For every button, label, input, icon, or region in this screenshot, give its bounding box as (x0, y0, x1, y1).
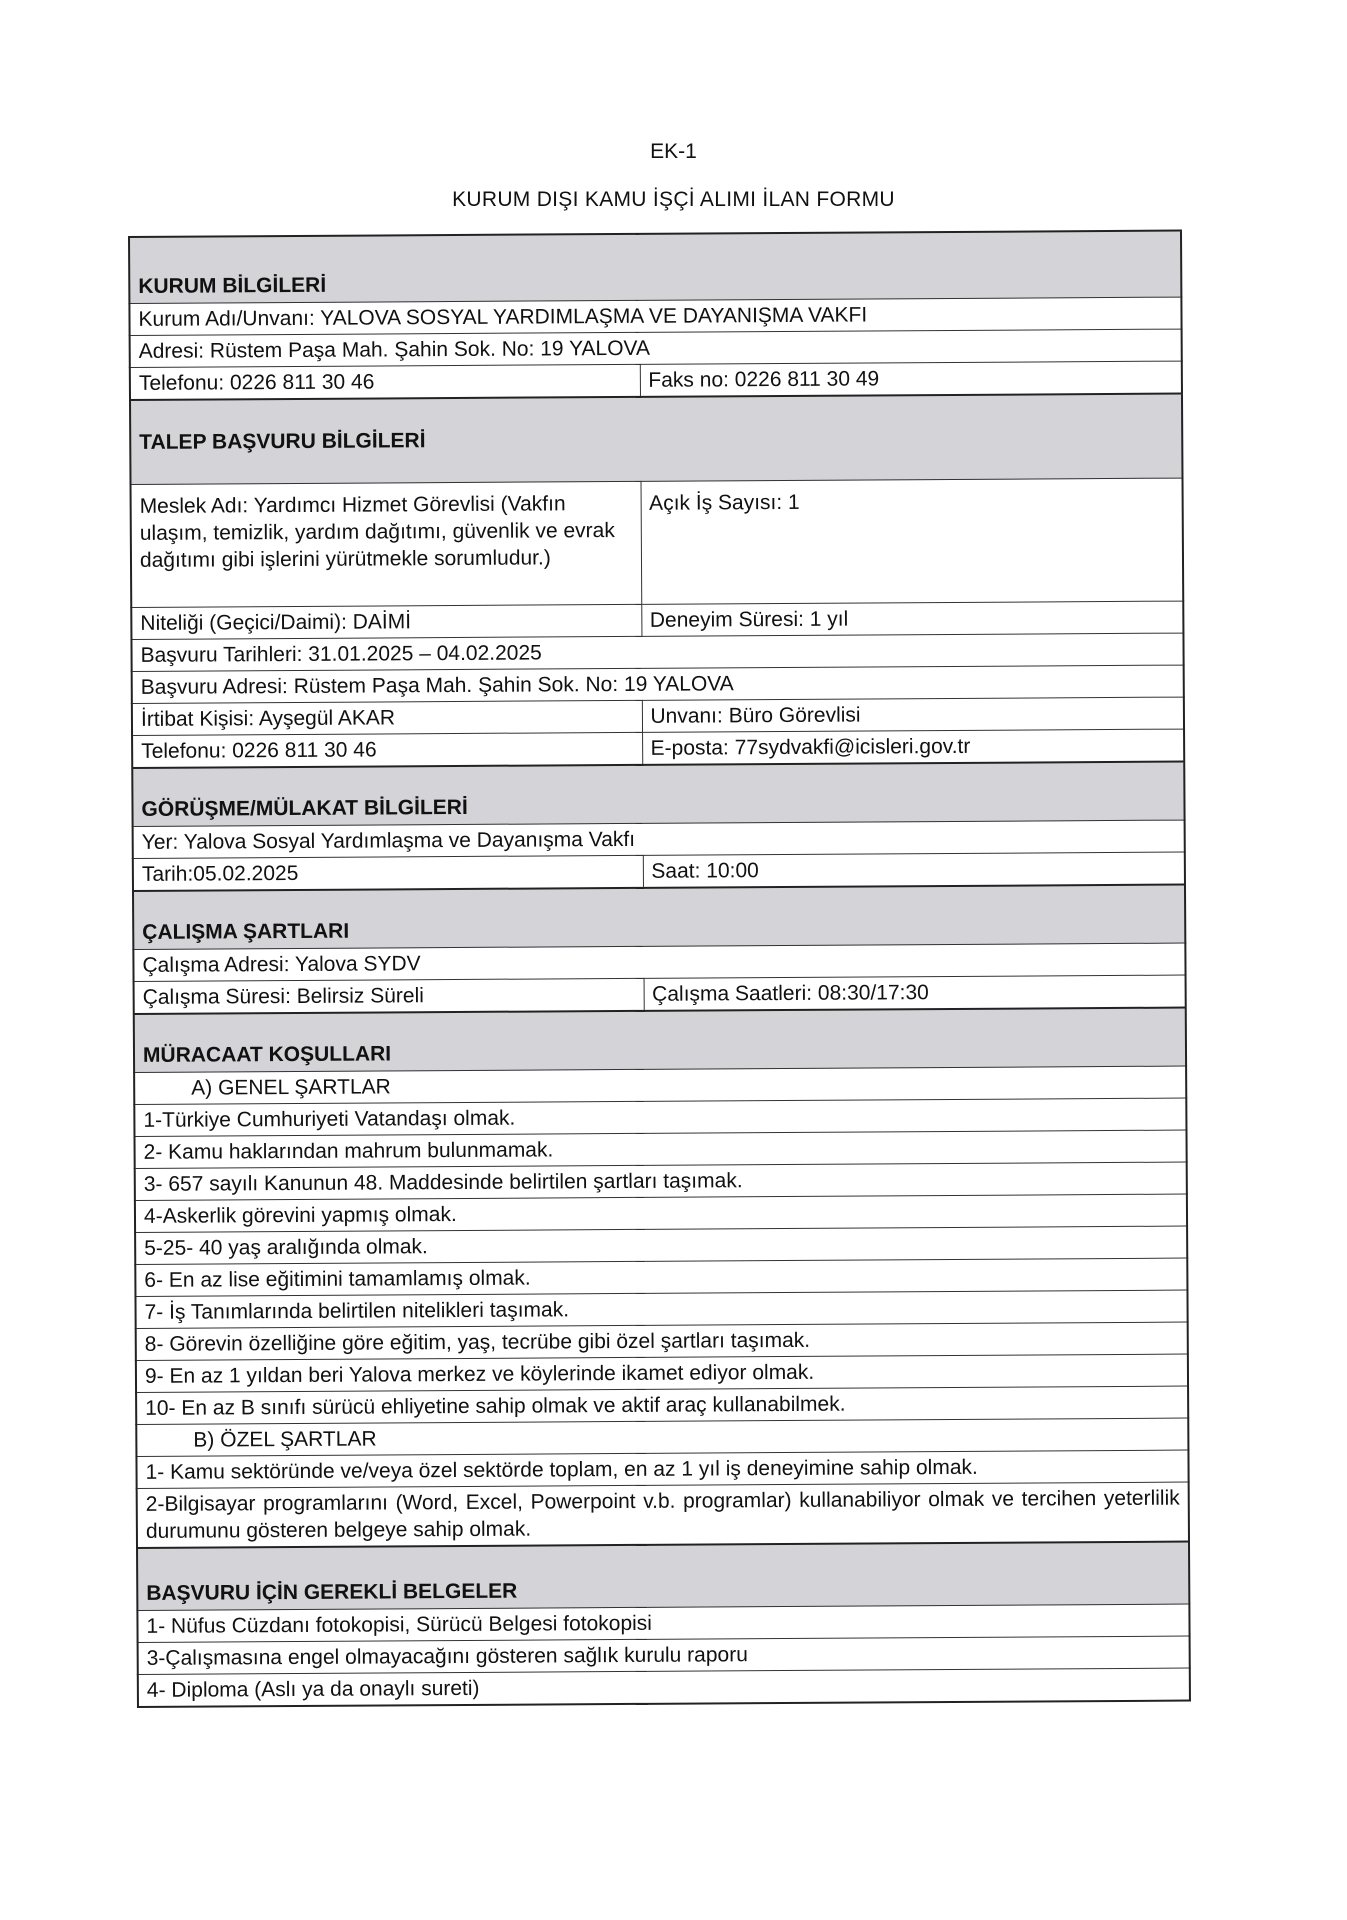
genel-sart-item: 5-25- 40 yaş aralığında olmak. (135, 1226, 1187, 1264)
announcement-form (128, 230, 1191, 1708)
section-belgeler-title: BAŞVURU İÇİN GEREKLİ BELGELER (146, 1579, 518, 1605)
gorusme-saat: Saat: 10:00 (643, 852, 1185, 888)
calisma-saatler: Çalışma Saatleri: 08:30/17:30 (644, 975, 1186, 1011)
kurum-address: Adresi: Rüstem Paşa Mah. Şahin Sok. No: 19 YALOVA (130, 329, 1182, 367)
section-gorusme-header (132, 762, 1184, 827)
section-talep-title: TALEP BAŞVURU BİLGİLERİ (139, 428, 426, 454)
talep-unvan: Unvanı: Büro Görevlisi (642, 697, 1184, 732)
ozel-sartlar-title: B) ÖZEL ŞARTLAR (136, 1418, 1188, 1456)
genel-sart-item: 4-Askerlik görevini yapmış olmak. (135, 1194, 1187, 1232)
ozel-sart-item: 1- Kamu sektöründe ve/veya özel sektörde toplam, en az 1 yıl iş deneyimine sahip olmak. (136, 1450, 1188, 1488)
talep-eposta: E-posta: 77sydvakfi@icisleri.gov.tr (642, 729, 1184, 765)
talep-adres: Başvuru Adresi: Rüstem Paşa Mah. Şahin Sok. No: 19 YALOVA (132, 665, 1184, 703)
calisma-adres: Çalışma Adresi: Yalova SYDV (133, 943, 1185, 981)
talep-irtibat: İrtibat Kişisi: Ayşegül AKAR (132, 700, 642, 735)
section-gorusme-title: GÖRÜŞME/MÜLAKAT BİLGİLERİ (141, 795, 468, 821)
kurum-phone: Telefonu: 0226 811 30 46 (130, 364, 640, 400)
talep-nitelik: Niteliği (Geçici/Daimi): DAİMİ (131, 604, 641, 639)
genel-sartlar-title: A) GENEL ŞARTLAR (134, 1066, 1186, 1104)
belge-item: 3-Çalışmasına engel olmayacağını gösteren sağlık kurulu raporu (138, 1636, 1190, 1674)
section-muracaat-title: MÜRACAAT KOŞULLARI (142, 1042, 392, 1067)
talep-acik-is: Açık İş Sayısı: 1 (641, 478, 1184, 604)
belge-item: 1- Nüfus Cüzdanı fotokopisi, Sürücü Belgesi fotokopisi (137, 1604, 1189, 1642)
genel-sart-item: 1-Türkiye Cumhuriyeti Vatandaşı olmak. (134, 1098, 1186, 1136)
genel-sart-item: 8- Görevin özelliğine göre eğitim, yaş, tecrübe gibi özel şartları taşımak. (136, 1322, 1188, 1360)
belge-item: 4- Diploma (Aslı ya da onaylı sureti) (138, 1668, 1190, 1707)
genel-sart-item: 7- İş Tanımlarında belirtilen nitelikleri taşımak. (135, 1290, 1187, 1328)
section-talep-header (130, 394, 1182, 485)
talep-deneyim: Deneyim Süresi: 1 yıl (641, 601, 1183, 636)
talep-meslek: Meslek Adı: Yardımcı Hizmet Görevlisi (Vakfın ulaşım, temizlik, yardım dağıtımı, güvenlik ve evrak dağıtımı gibi işlerini yürütmekle sorumludur.) (131, 481, 642, 607)
section-kurum-title: KURUM BİLGİLERİ (138, 273, 327, 298)
calisma-sure: Çalışma Süresi: Belirsiz Süreli (134, 978, 644, 1014)
form-title: KURUM DIŞI KAMU İŞÇİ ALIMI İLAN FORMU (452, 188, 895, 211)
kurum-fax: Faks no: 0226 811 30 49 (640, 361, 1182, 397)
ozel-sart-item: 2-Bilgisayar programlarını (Word, Excel, Powerpoint v.b. programlar) kullanabiliyor olmak ve tercihen yeterlilik durumunu gösteren belgeye sahip olmak. (137, 1482, 1189, 1548)
section-belgeler-header (137, 1542, 1189, 1611)
genel-sart-item: 10- En az B sınıfı sürücü ehliyetine sahip olmak ve aktif araç kullanabilmek. (136, 1386, 1188, 1424)
gorusme-tarih: Tarih:05.02.2025 (133, 855, 643, 891)
kurum-name: Kurum Adı/Unvanı: YALOVA SOSYAL YARDIMLAŞMA VE DAYANIŞMA VAKFI (129, 297, 1181, 335)
talep-telefon: Telefonu: 0226 811 30 46 (132, 732, 642, 768)
talep-tarihler: Başvuru Tarihleri: 31.01.2025 – 04.02.2025 (131, 633, 1183, 671)
gorusme-yer: Yer: Yalova Sosyal Yardımlaşma ve Dayanışma Vakfı (133, 820, 1185, 858)
genel-sart-item: 6- En az lise eğitimini tamamlamış olmak. (135, 1258, 1187, 1296)
document-annex-label: EK-1 (650, 140, 697, 163)
genel-sart-item: 2- Kamu haklarından mahrum bulunmamak. (135, 1130, 1187, 1168)
section-muracaat-header (134, 1008, 1186, 1073)
section-kurum-header (129, 231, 1181, 304)
genel-sart-item: 9- En az 1 yıldan beri Yalova merkez ve köylerinde ikamet ediyor olmak. (136, 1354, 1188, 1392)
section-calisma-title: ÇALIŞMA ŞARTLARI (142, 919, 350, 944)
section-calisma-header (133, 885, 1185, 950)
genel-sart-item: 3- 657 sayılı Kanunun 48. Maddesinde belirtilen şartları taşımak. (135, 1162, 1187, 1200)
